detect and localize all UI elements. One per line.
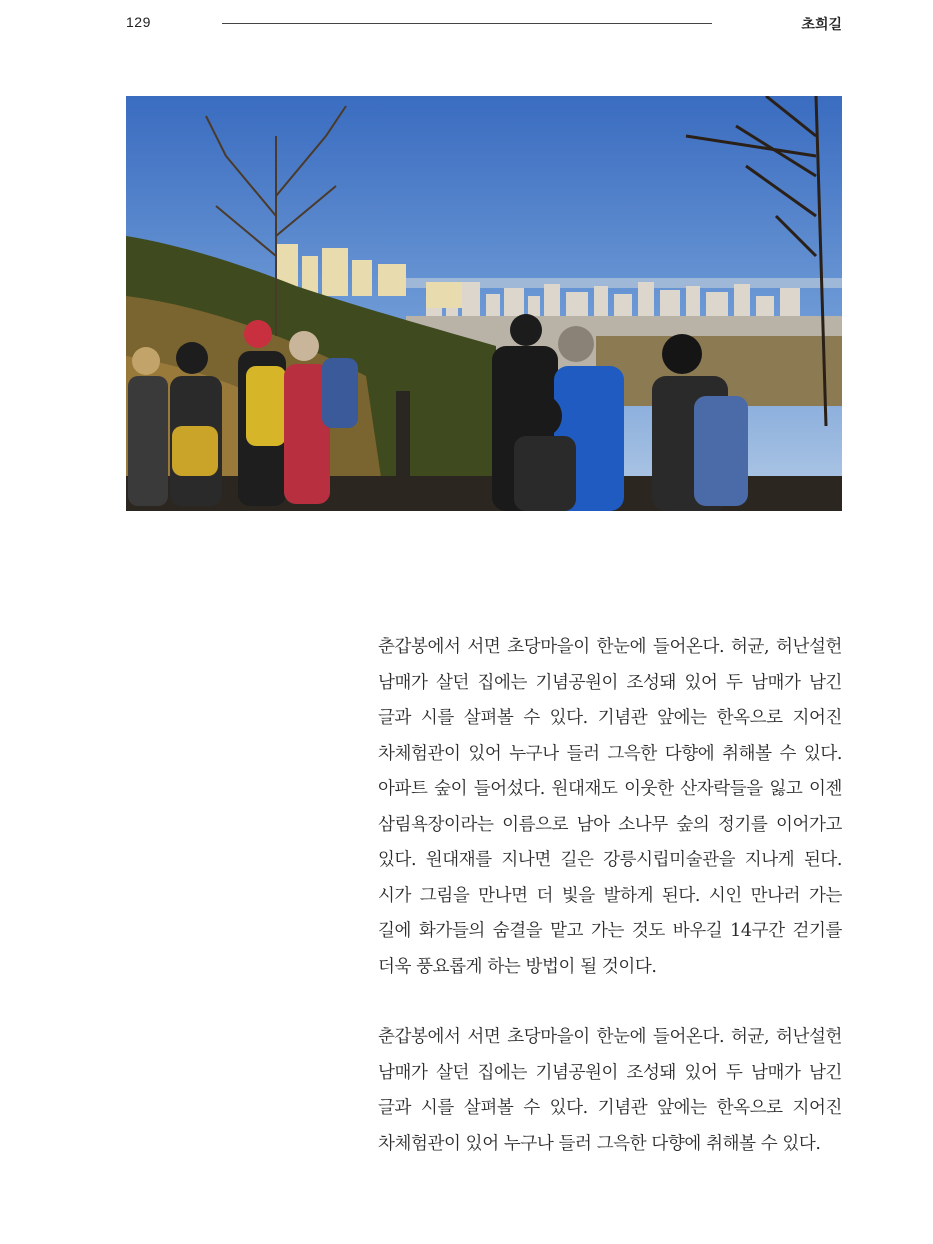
hiking-photo	[126, 96, 842, 511]
hiking-group-photo-icon	[126, 96, 842, 511]
header-rule	[222, 23, 712, 24]
chapter-title: 초희길	[801, 17, 842, 33]
article-paragraph: 춘갑봉에서 서면 초당마을이 한눈에 들어온다. 허균, 허난설헌 남매가 살던 집에는 기념공원이 조성돼 있어 두 남매가 남긴 글과 시를 살펴볼 수 있다. 기념관 앞에는 한옥으로 지어진 차체험관이 있어 누구나 들러 그윽한 다향에 취해볼 수 있다.	[378, 1027, 842, 1154]
article-paragraph: 춘갑봉에서 서면 초당마을이 한눈에 들어온다. 허균, 허난설헌 남매가 살던 집에는 기념공원이 조성돼 있어 두 남매가 남긴 글과 시를 살펴볼 수 있다. 기념관 앞에는 한옥으로 지어진 차체험관이 있어 누구나 들러 그윽한 다향에 취해볼 수 있다. 아파트 숲이 들어섰다. 원대재도 이웃한 산자락들을 잃고 이젠 삼림욕장이라는 이름으로 남아 소나무 숲의 정기를 이어가고 있다. 원대재를 지나면 길은 강릉시립미술관을 지나게 된다. 시가 그림을 만나면 더 빛을 발하게 된다. 시인 만나러 가는 길에 화가들의 숨결을 맡고 가는 것도 바우길 14구간 걷기를 더욱 풍요롭게 하는 방법이 될 것이다.	[378, 637, 842, 977]
page-number: 129	[126, 14, 151, 30]
article-body	[378, 630, 842, 1197]
